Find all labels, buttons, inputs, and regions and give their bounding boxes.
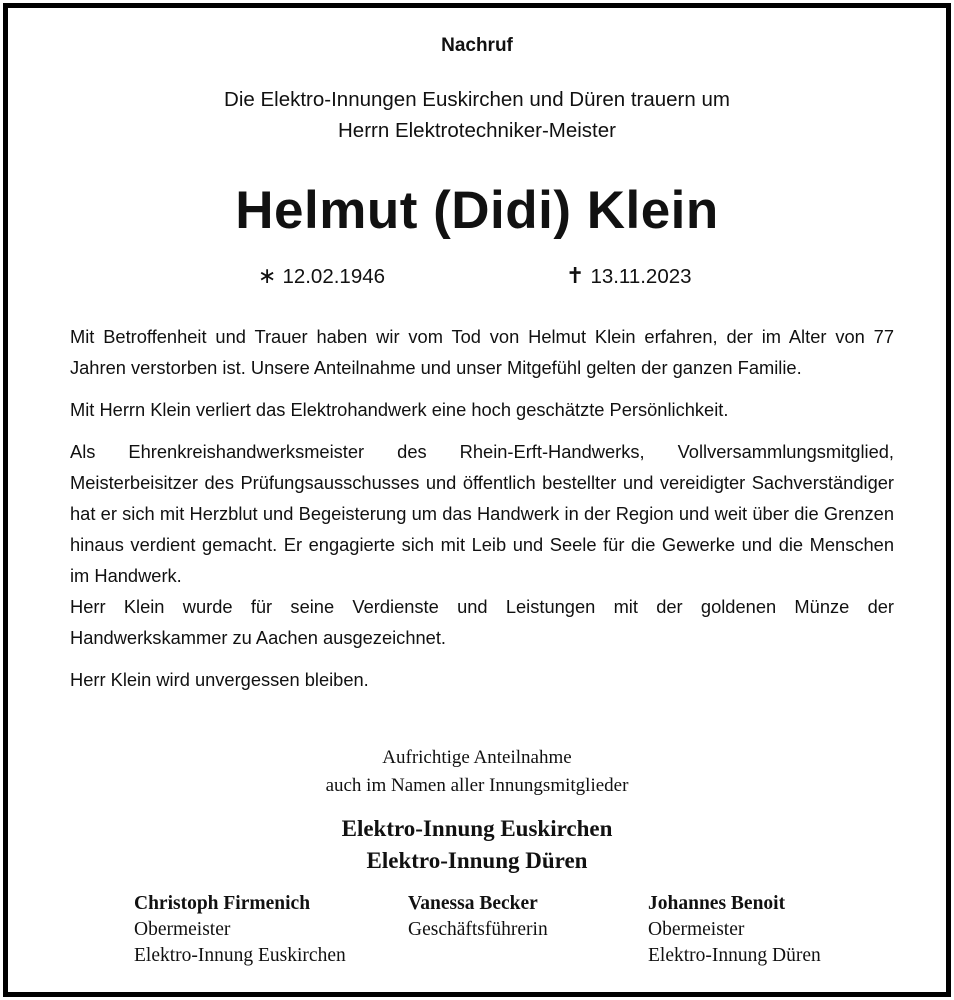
heading: Nachruf xyxy=(441,35,513,56)
death-date xyxy=(566,263,692,289)
signatory-name: Christoph Firmenich xyxy=(134,893,311,914)
death-cross-icon: ✝ xyxy=(566,263,585,288)
organizations xyxy=(8,813,946,877)
signatory-org: Elektro-Innung Düren xyxy=(648,945,821,966)
obituary-frame xyxy=(3,3,951,997)
death-date-value: 13.11.2023 xyxy=(590,265,692,288)
organization-2: Elektro-Innung Düren xyxy=(366,848,588,873)
birth-star-icon: ∗ xyxy=(258,263,277,288)
signatory-org: Elektro-Innung Euskirchen xyxy=(134,945,346,966)
signatory-2 xyxy=(408,891,548,943)
obituary-text xyxy=(70,321,894,695)
signatory-role: Geschäftsführerin xyxy=(408,919,548,940)
deceased-name: Helmut (Didi) Klein xyxy=(235,181,719,240)
signatory-name: Johannes Benoit xyxy=(648,893,786,914)
intro xyxy=(8,84,946,146)
closing-line-2: auch im Namen aller Innungsmitglieder xyxy=(325,775,629,796)
paragraph-2: Mit Herrn Klein verliert das Elektrohandwerk eine hoch geschätzte Persönlichkeit. xyxy=(70,399,729,420)
paragraph-4: Herr Klein wurde für seine Verdienste und Leistungen mit der goldenen Münze der Handwerkskammer zu Aachen ausgezeichnet. xyxy=(70,596,894,648)
intro-line-2: Herrn Elektrotechniker-Meister xyxy=(338,119,616,142)
signatory-name: Vanessa Becker xyxy=(408,893,538,914)
paragraph-5: Herr Klein wird unvergessen bleiben. xyxy=(70,669,369,690)
paragraph-1: Mit Betroffenheit und Trauer haben wir vom Tod von Helmut Klein erfahren, der im Alter von 77 Jahren verstorben ist. Unsere Anteilnahme und unser Mitgefühl gelten der ganzen Familie. xyxy=(70,326,894,378)
birth-date xyxy=(258,263,385,289)
birth-date-value: 12.02.1946 xyxy=(282,265,386,288)
closing-line-1: Aufrichtige Anteilnahme xyxy=(382,747,572,768)
signatory-3 xyxy=(648,891,821,969)
intro-line-1: Die Elektro-Innungen Euskirchen und Düren trauern um xyxy=(224,88,730,111)
organization-1: Elektro-Innung Euskirchen xyxy=(341,816,613,841)
signatory-role: Obermeister xyxy=(648,919,745,940)
paragraph-3: Als Ehrenkreishandwerksmeister des Rhein-Erft-Handwerks, Vollversammlungsmitglied, Meisterbeisitzer des Prüfungsausschusses und öffentlich bestellter und vereidigter Sachverständiger hat er sich mit Herzblut und Begeisterung um das Handwerk in der Region und weit über die Grenzen hinaus verdient gemacht. Er engagierte sich mit Leib und Seele für die Gewerke und die Menschen im Handwerk. xyxy=(70,441,894,586)
signatory-1 xyxy=(134,891,346,969)
closing xyxy=(8,744,946,800)
signatory-role: Obermeister xyxy=(134,919,231,940)
